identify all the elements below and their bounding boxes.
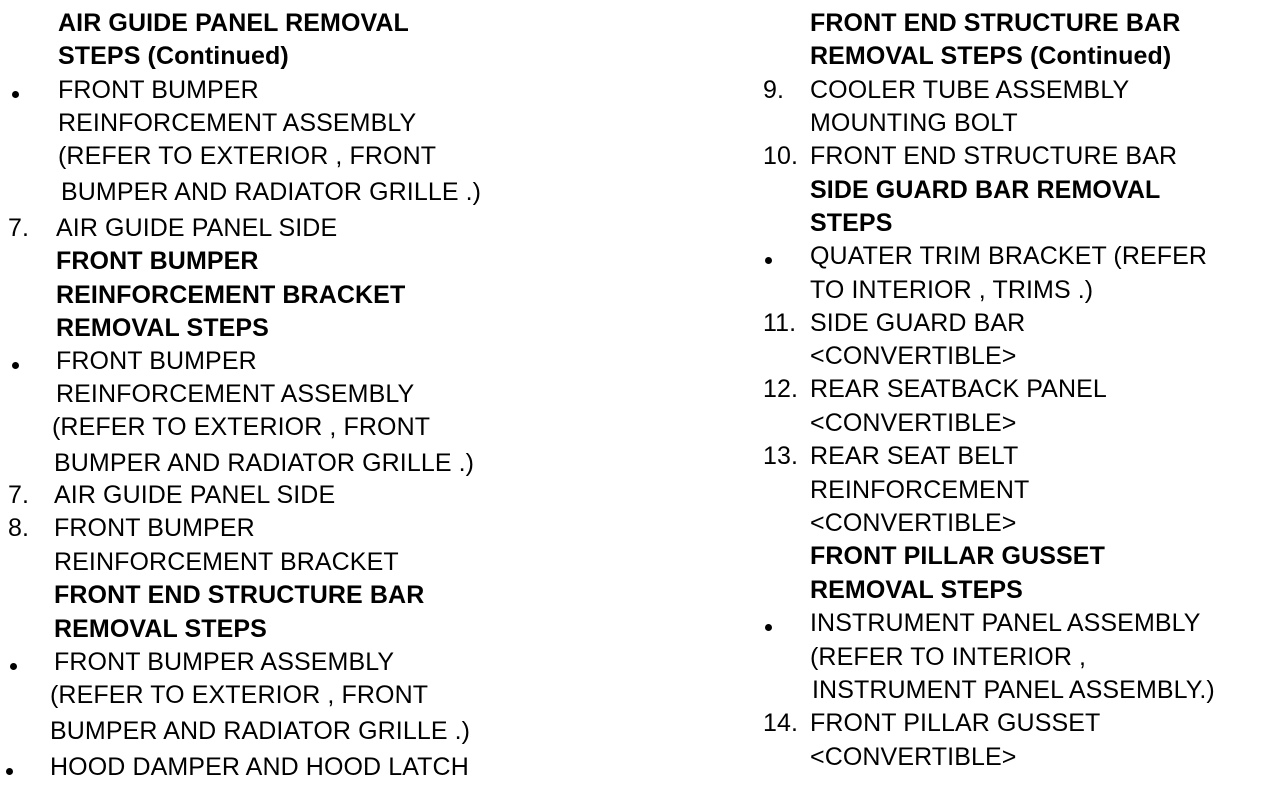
step-13-number: 13. — [763, 442, 799, 470]
step-12-number: 12. — [763, 375, 799, 403]
heading-air-guide-line-2: STEPS (Continued) — [58, 42, 289, 70]
bumper-assy-line-2: (REFER TO EXTERIOR , FRONT — [50, 681, 429, 709]
heading-structure-bar-cont-line-1: FRONT END STRUCTURE BAR — [810, 9, 1181, 37]
step-7a-text: AIR GUIDE PANEL SIDE — [56, 214, 338, 242]
step-9-line-1: COOLER TUBE ASSEMBLY — [810, 76, 1130, 104]
instrument-line-2: (REFER TO INTERIOR , — [810, 643, 1087, 671]
bumper-reinf-2-line-1: FRONT BUMPER — [56, 347, 257, 375]
step-14-line-1: FRONT PILLAR GUSSET — [810, 709, 1101, 737]
heading-air-guide-line-1: AIR GUIDE PANEL REMOVAL — [58, 9, 409, 37]
step-7a-number: 7. — [8, 214, 30, 242]
step-7b-text: AIR GUIDE PANEL SIDE — [54, 481, 336, 509]
step-11-number: 11. — [763, 309, 797, 337]
bullet-icon — [12, 362, 19, 369]
step-11-line-2: <CONVERTIBLE> — [810, 342, 1017, 370]
heading-pillar-line-2: REMOVAL STEPS — [810, 576, 1023, 604]
bumper-reinf-2-line-4: BUMPER AND RADIATOR GRILLE .) — [54, 449, 475, 477]
bumper-reinf-1-line-4: BUMPER AND RADIATOR GRILLE .) — [61, 178, 482, 206]
heading-side-guard-line-1: SIDE GUARD BAR REMOVAL — [810, 176, 1161, 204]
step-9-number: 9. — [763, 76, 785, 104]
bullet-icon — [765, 257, 772, 264]
heading-side-guard-line-2: STEPS — [810, 209, 893, 237]
quarter-trim-line-1: QUATER TRIM BRACKET (REFER — [810, 242, 1208, 270]
heading-structure-bar-cont-line-2: REMOVAL STEPS (Continued) — [810, 42, 1172, 70]
heading-bracket-line-3: REMOVAL STEPS — [56, 314, 269, 342]
step-13-line-1: REAR SEAT BELT — [810, 442, 1019, 470]
step-8-line-2: REINFORCEMENT BRACKET — [54, 548, 399, 576]
bumper-reinf-1-line-1: FRONT BUMPER — [58, 76, 259, 104]
step-13-line-2: REINFORCEMENT — [810, 476, 1030, 504]
step-12-line-2: <CONVERTIBLE> — [810, 409, 1017, 437]
bullet-icon — [6, 768, 13, 775]
bumper-assy-line-1: FRONT BUMPER ASSEMBLY — [54, 648, 395, 676]
heading-structure-bar-line-2: REMOVAL STEPS — [54, 615, 267, 643]
step-14-number: 14. — [763, 709, 799, 737]
bullet-icon — [10, 663, 17, 670]
step-12-line-1: REAR SEATBACK PANEL — [810, 375, 1107, 403]
instrument-line-3: INSTRUMENT PANEL ASSEMBLY.) — [812, 676, 1215, 704]
heading-structure-bar-line-1: FRONT END STRUCTURE BAR — [54, 581, 425, 609]
step-9-line-2: MOUNTING BOLT — [810, 109, 1018, 137]
instrument-line-1: INSTRUMENT PANEL ASSEMBLY — [810, 609, 1201, 637]
step-8-number: 8. — [8, 514, 30, 542]
bumper-reinf-1-line-2: REINFORCEMENT ASSEMBLY — [58, 109, 417, 137]
step-10-number: 10. — [763, 142, 799, 170]
bumper-assy-line-3: BUMPER AND RADIATOR GRILLE .) — [50, 717, 471, 745]
step-14-line-2: <CONVERTIBLE> — [810, 743, 1017, 771]
hood-line-1: HOOD DAMPER AND HOOD LATCH — [50, 753, 469, 781]
step-7b-number: 7. — [8, 481, 30, 509]
step-8-line-1: FRONT BUMPER — [54, 514, 255, 542]
heading-pillar-line-1: FRONT PILLAR GUSSET — [810, 542, 1105, 570]
step-10-text: FRONT END STRUCTURE BAR — [810, 142, 1178, 170]
step-13-line-3: <CONVERTIBLE> — [810, 509, 1017, 537]
heading-bracket-line-1: FRONT BUMPER — [56, 247, 259, 275]
bullet-icon — [765, 624, 772, 631]
heading-bracket-line-2: REINFORCEMENT BRACKET — [56, 281, 406, 309]
bullet-icon — [12, 91, 19, 98]
bumper-reinf-2-line-2: REINFORCEMENT ASSEMBLY — [56, 380, 415, 408]
bumper-reinf-1-line-3: (REFER TO EXTERIOR , FRONT — [58, 142, 437, 170]
bumper-reinf-2-line-3: (REFER TO EXTERIOR , FRONT — [52, 413, 431, 441]
step-11-line-1: SIDE GUARD BAR — [810, 309, 1026, 337]
quarter-trim-line-2: TO INTERIOR , TRIMS .) — [810, 276, 1094, 304]
